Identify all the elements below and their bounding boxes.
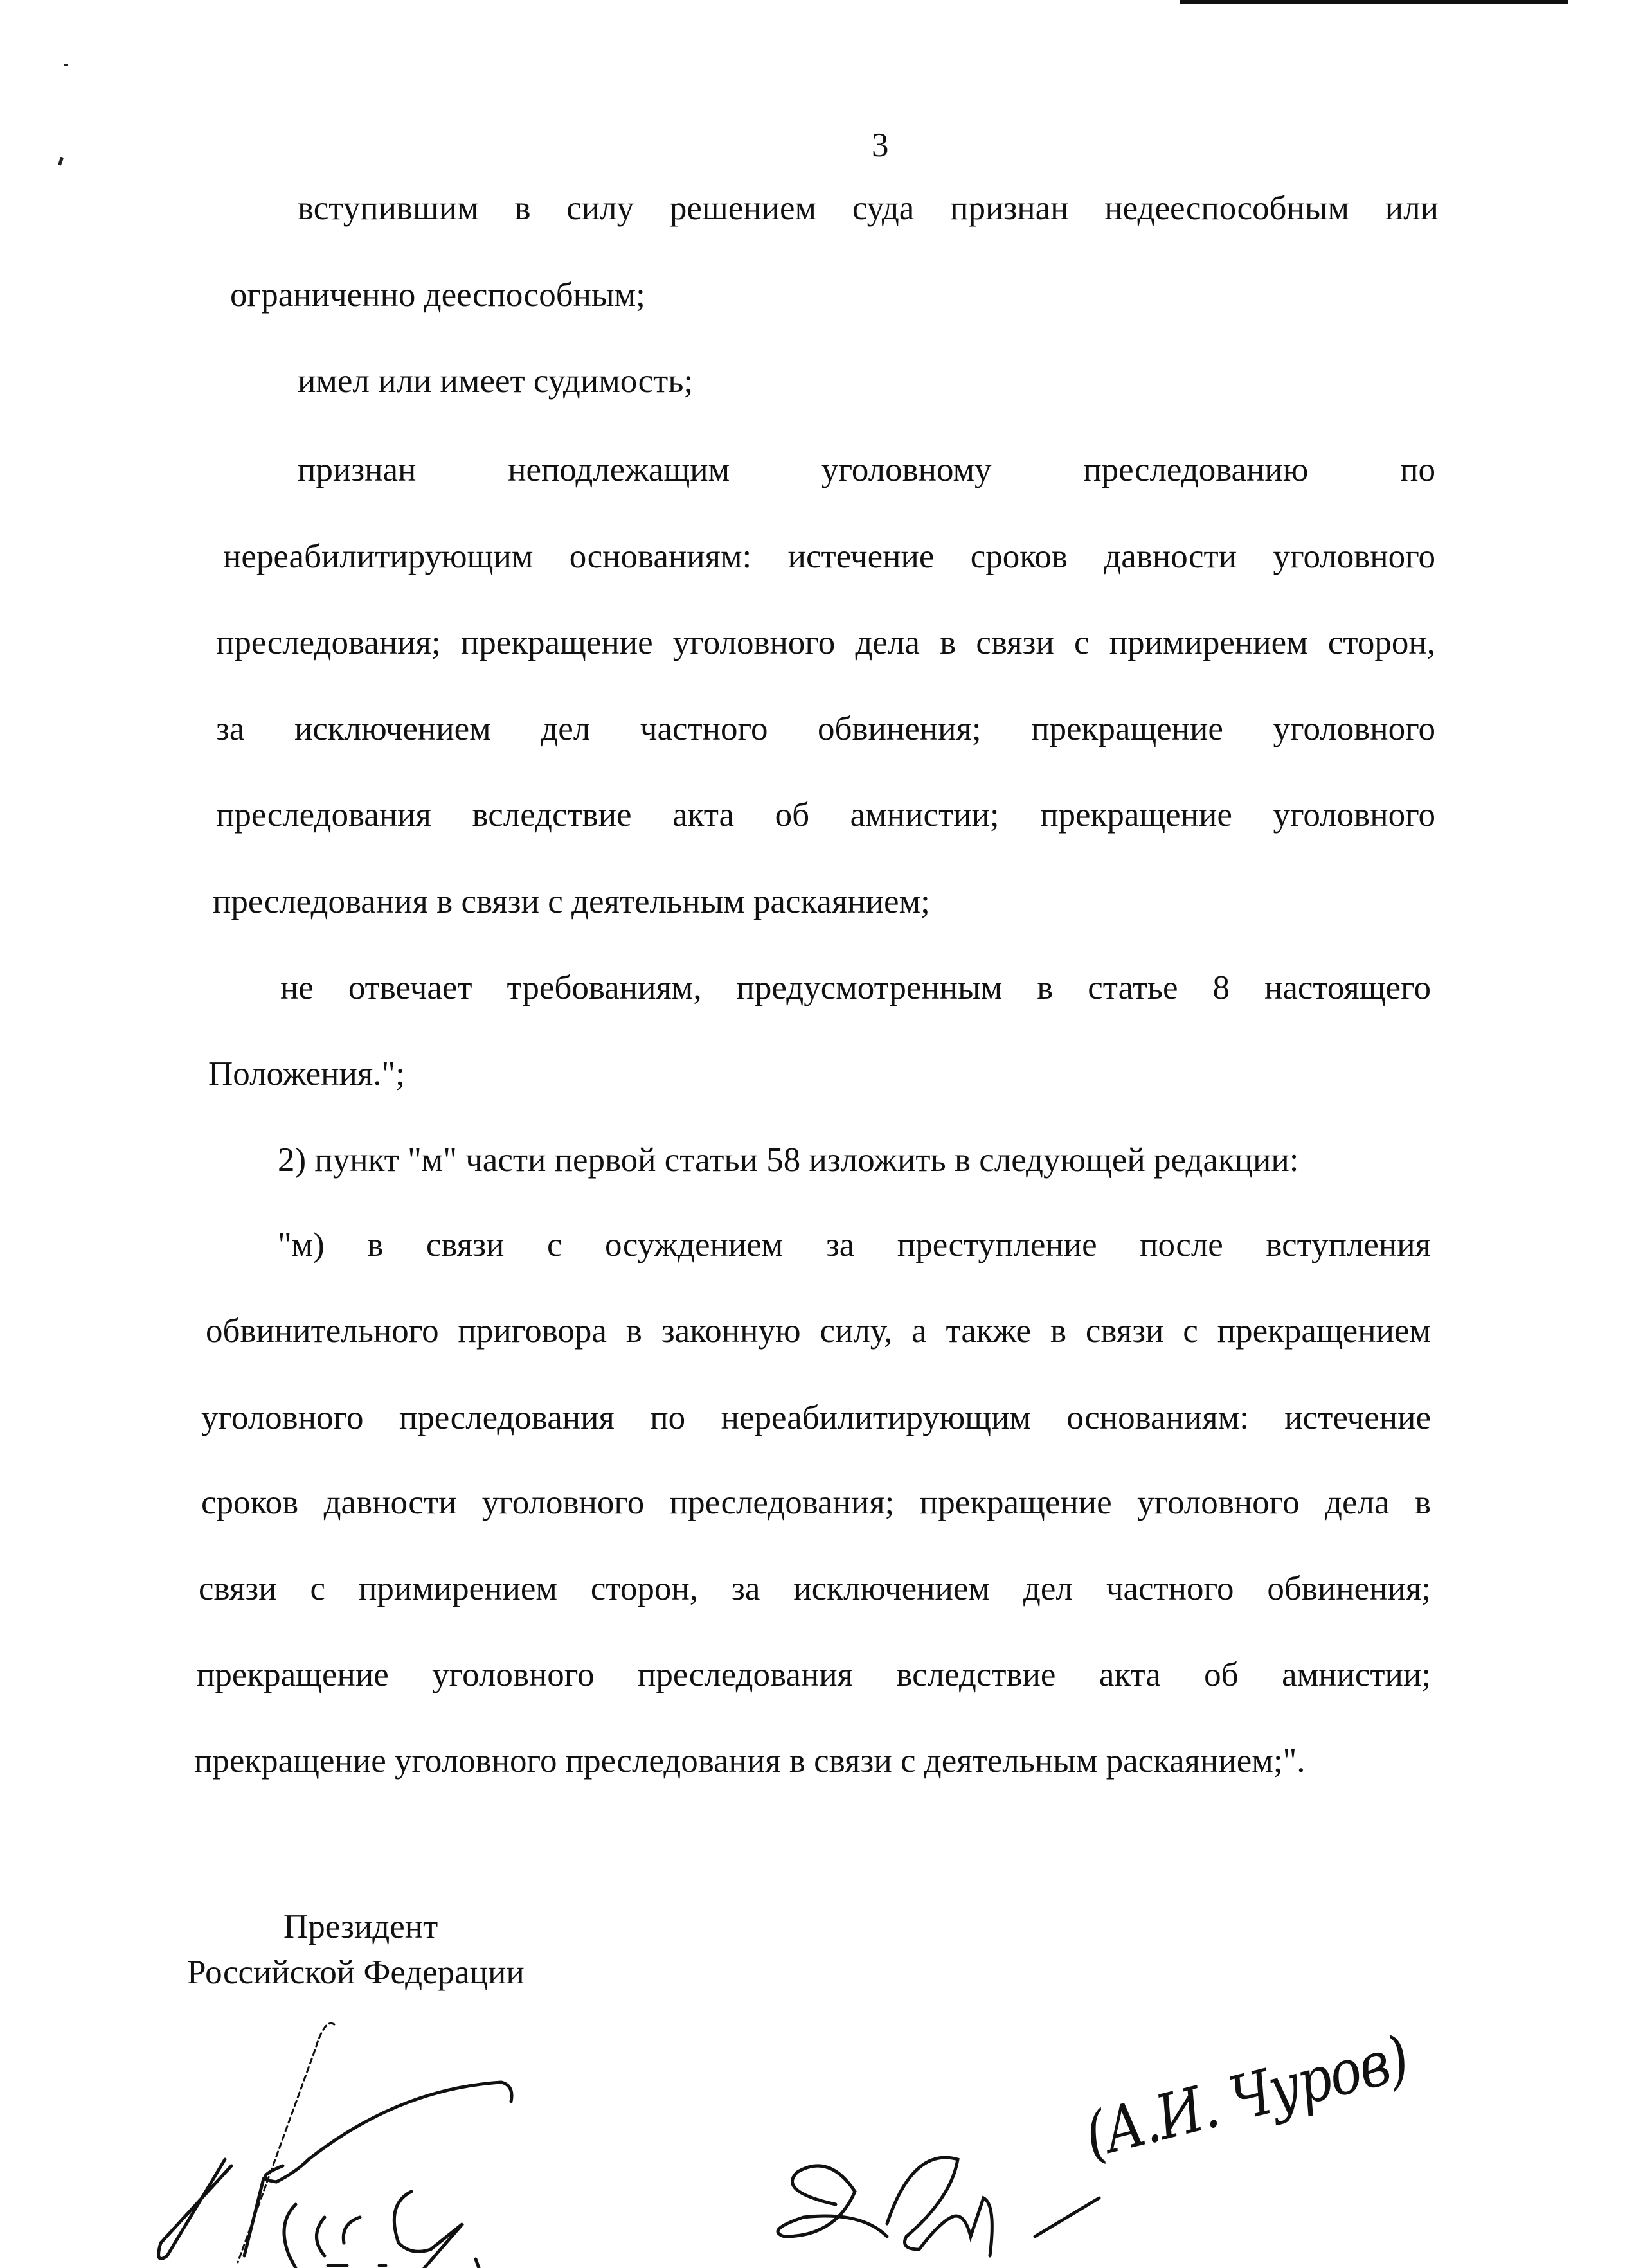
text-line: вступившим в силу решением суда признан недееспособным или [298,190,1439,227]
countersignature-scribble [759,2044,1118,2268]
text-line: не отвечает требованиям, предусмотренным в статье 8 настоящего [280,969,1431,1006]
signatory-title: Президент [283,1908,438,1945]
scan-speck [64,64,68,66]
text-line: преследования; прекращение уголовного дела в связи с примирением сторон, [216,624,1435,661]
text-line: ограниченно дееспособным; [230,276,645,314]
text-line: признан неподлежащим уголовному преследованию по [298,451,1435,488]
text-line: нереабилитирующим основаниям: истечение сроков давности уголовного [223,538,1435,575]
president-signature [141,2012,643,2268]
text-line: Положения."; [208,1055,405,1093]
text-line: сроков давности уголовного преследования; прекращение уголовного дела в [201,1484,1431,1521]
text-line: прекращение уголовного преследования в связи с деятельным раскаянием;". [194,1742,1306,1780]
text-line: за исключением дел частного обвинения; прекращение уголовного [216,710,1435,747]
countersignature-name: (А.И. Чуров) [1077,2022,1415,2172]
text-line: "м) в связи с осуждением за преступление после вступления [278,1226,1431,1263]
text-line: преследования в связи с деятельным раскаянием; [213,883,930,920]
text-line: обвинительного приговора в законную силу, а также в связи с прекращением [206,1312,1431,1350]
top-edge-line [1180,0,1568,4]
text-line: преследования вследствие акта об амнистии; прекращение уголовного [216,796,1435,834]
text-line: имел или имеет судимость; [298,362,694,400]
text-line: уголовного преследования по нереабилитирующим основаниям: истечение [201,1399,1431,1436]
page-number: 3 [872,127,889,164]
text-line: прекращение уголовного преследования вследствие акта об амнистии; [197,1656,1431,1693]
scan-speck [58,157,64,166]
text-line: 2) пункт "м" части первой статьи 58 изложить в следующей редакции: [278,1141,1299,1179]
text-line: связи с примирением сторон, за исключением дел частного обвинения; [199,1570,1431,1607]
signatory-title: Российской Федерации [187,1954,525,1991]
